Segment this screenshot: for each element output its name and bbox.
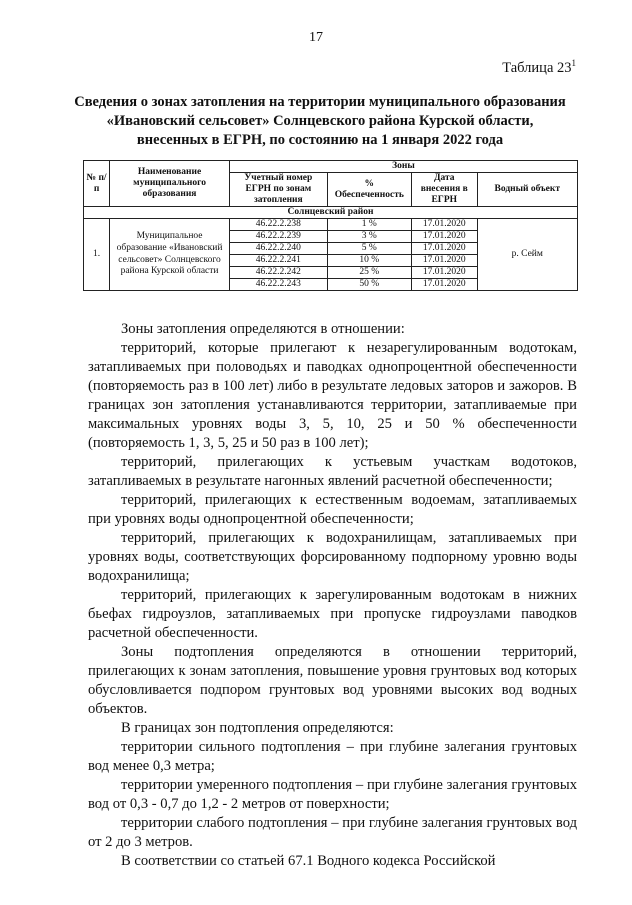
document-title: Сведения о зонах затопления на территории муниципального образования «Ивановский сельсовет» Солнцевского района Курской области, внесенных в ЕГРН, по состоянию на 1 января 2022 года <box>74 94 566 148</box>
header-zones: Зоны <box>229 161 577 173</box>
flood-zones-table <box>83 160 578 291</box>
paragraph: территории сильного подтопления – при глубине залегания грунтовых вод менее 0,3 метра; <box>88 739 577 774</box>
percent-cell: 25 % <box>327 267 411 279</box>
table-label-text: Таблица 23 <box>502 59 572 76</box>
percent-cell: 1 % <box>327 219 411 231</box>
table-label-superscript: 1 <box>571 58 576 68</box>
header-water-object: Водный объект <box>477 173 577 207</box>
percent-cell: 3 % <box>327 231 411 243</box>
district-row: Солнцевский район <box>84 207 578 219</box>
date-cell: 17.01.2020 <box>411 219 477 231</box>
municipality-name: Муниципальное образование «Ивановский сельсовет» Солнцевского района Курской области <box>110 219 230 291</box>
paragraph: территорий, прилегающих к водохранилищам, затапливаемых при уровнях воды, соответствующих форсированному подпорному уровню воды водохранилища; <box>88 530 577 584</box>
paragraph: территорий, прилегающих к естественным водоемам, затапливаемых при уровнях воды однопроцентной обеспеченности; <box>88 492 577 527</box>
body-text <box>88 320 577 871</box>
paragraph: Зоны затопления определяются в отношении: <box>121 321 405 337</box>
header-num: № п/п <box>84 161 110 207</box>
reg-number-cell: 46.22.2.243 <box>229 279 327 291</box>
date-cell: 17.01.2020 <box>411 255 477 267</box>
header-date: Дата внесения в ЕГРН <box>411 173 477 207</box>
paragraph: территорий, которые прилегают к незарегулированным водотокам, затапливаемых при половодьях и паводках однопроцентной обеспеченности (повторяемость раз в 100 лет) либо в результате ледовых заторов и зажоров. В границах зон затопления устанавливаются территории, затапливаемые при максимальных уровнях воды 3, 5, 10, 25 и 50 % обеспеченности (повторяемость 1, 3, 5, 25 и 50 раз в 100 лет); <box>88 340 577 451</box>
percent-cell: 10 % <box>327 255 411 267</box>
page-number: 17 <box>309 30 323 45</box>
reg-number-cell: 46.22.2.242 <box>229 267 327 279</box>
reg-number-cell: 46.22.2.240 <box>229 243 327 255</box>
reg-number-cell: 46.22.2.241 <box>229 255 327 267</box>
reg-number-cell: 46.22.2.238 <box>229 219 327 231</box>
paragraph: В соответствии со статьей 67.1 Водного кодекса Российской <box>121 853 496 869</box>
header-reg-number: Учетный номер ЕГРН по зонам затопления <box>229 173 327 207</box>
paragraph: территорий, прилегающих к зарегулированным водотокам в нижних бьефах гидроузлов, затапливаемых при пропуске гидроузлами паводков расчетной обеспеченности. <box>88 587 577 641</box>
date-cell: 17.01.2020 <box>411 243 477 255</box>
table-label <box>502 58 576 77</box>
water-object-cell: р. Сейм <box>477 219 577 291</box>
percent-cell: 5 % <box>327 243 411 255</box>
paragraph: территории слабого подтопления – при глубине залегания грунтовых вод от 2 до 3 метров. <box>88 815 577 850</box>
reg-number-cell: 46.22.2.239 <box>229 231 327 243</box>
paragraph: Зоны подтопления определяются в отношении территорий, прилегающих к зонам затопления, повышение уровня грунтовых вод которых обусловливается подпором грунтовых вод уровнями высоких вод водных объектов. <box>88 644 577 717</box>
date-cell: 17.01.2020 <box>411 279 477 291</box>
date-cell: 17.01.2020 <box>411 267 477 279</box>
paragraph: В границах зон подтопления определяются: <box>121 720 394 736</box>
table-row <box>84 219 578 231</box>
paragraph: территории умеренного подтопления – при глубине залегания грунтовых вод от 0,3 - 0,7 до 1,2 - 2 метров от поверхности; <box>88 777 577 812</box>
row-number: 1. <box>84 219 110 291</box>
percent-cell: 50 % <box>327 279 411 291</box>
header-municipality: Наименование муниципального образования <box>110 161 230 207</box>
date-cell: 17.01.2020 <box>411 231 477 243</box>
header-percent: % Обеспеченность <box>327 173 411 207</box>
paragraph: территорий, прилегающих к устьевым участкам водотоков, затапливаемых в результате нагонных явлений расчетной обеспеченности; <box>88 454 577 489</box>
